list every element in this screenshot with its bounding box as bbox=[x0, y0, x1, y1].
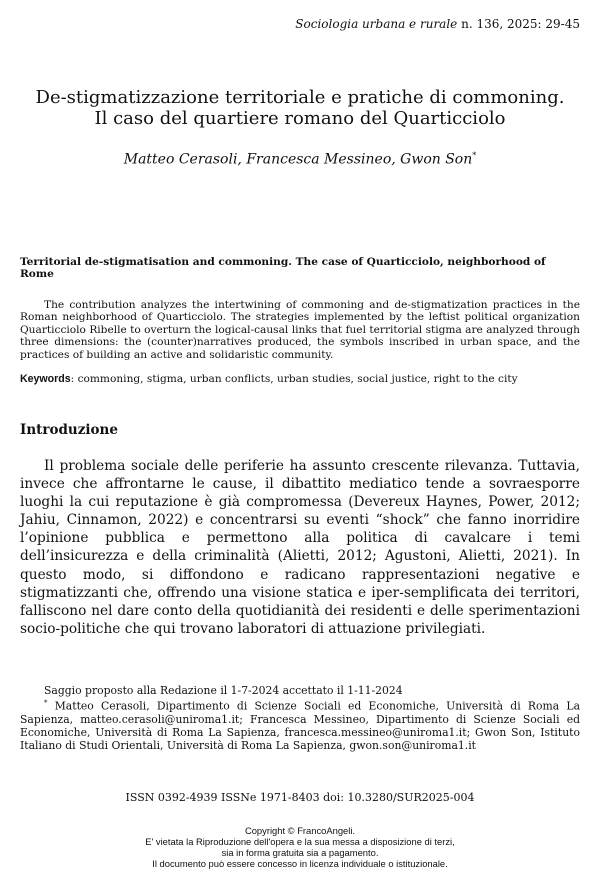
section-heading: Introduzione bbox=[20, 422, 118, 438]
journal-name: Sociologia urbana e rurale bbox=[295, 17, 458, 31]
issue-info: n. 136, 2025: 29-45 bbox=[461, 17, 580, 31]
title-line-1: De-stigmatizzazione territoriale e pratiche di commoning. bbox=[35, 87, 565, 108]
article-title bbox=[20, 87, 580, 129]
author-names: Matteo Cerasoli, Francesca Messineo, Gwon Son bbox=[123, 151, 473, 168]
submission-note: Saggio proposto alla Redazione il 1-7-2024 accettato il 1-11-2024 bbox=[44, 684, 403, 697]
author-list bbox=[20, 151, 580, 168]
copyright-line-4: Il documento può essere concesso in licenza individuale o istituzionale. bbox=[152, 858, 448, 869]
english-title: Territorial de-stigmatisation and commoning. The case of Quarticciolo, neighborhood of Rome bbox=[20, 256, 546, 280]
copyright-notice bbox=[20, 825, 580, 869]
author-affiliations bbox=[20, 697, 580, 752]
footnote-mark: * bbox=[44, 699, 48, 707]
body-text bbox=[20, 457, 580, 638]
abstract bbox=[20, 299, 580, 361]
keywords bbox=[20, 373, 580, 385]
affiliations-text: Matteo Cerasoli, Dipartimento di Scienze Sociali ed Economiche, Università di Roma La Sapienza, matteo.cerasoli@uniroma1.it; Francesca Messineo, Dipartimento di Scienze Sociali ed Economiche, Università di Roma La Sapienza, francesca.messineo@uniroma1.it; Gwon Son, Istituto Italiano di Studi Orientali, Università di Roma La Sapienza, gwon.son@uniroma1.it bbox=[20, 699, 581, 753]
author-footnote-mark: * bbox=[472, 151, 477, 160]
running-header bbox=[295, 17, 580, 31]
keywords-label: Keywords bbox=[20, 373, 71, 385]
issn-doi: ISSN 0392-4939 ISSNe 1971-8403 doi: 10.3280/SUR2025-004 bbox=[125, 791, 475, 804]
copyright-line-2: E' vietata la Riproduzione dell'opera e la sua messa a disposizione di terzi, bbox=[145, 836, 455, 847]
title-line-2: Il caso del quartiere romano del Quarticciolo bbox=[94, 108, 506, 129]
abstract-text: The contribution analyzes the intertwining of commoning and de-stigmatization practices in the Roman neighborhood of Quarticciolo. The strategies implemented by the leftist political organization Quarticciolo Ribelle to overturn the logical-causal links that fuel territorial stigma are analyzed through three dimensions: the (counter)narratives produced, the symbols inscribed in urban space, and the practices of building an active and solidaristic community. bbox=[20, 299, 580, 361]
copyright-line-1: Copyright © FrancoAngeli. bbox=[244, 825, 356, 836]
keywords-list: : commoning, stigma, urban conflicts, urban studies, social justice, right to the city bbox=[70, 373, 518, 385]
body-paragraph: Il problema sociale delle periferie ha assunto crescente rilevanza. Tuttavia, invece che affrontarne le cause, il dibattito mediatico tende a sovraesporre luoghi la cui reputazione è già compromessa (Devereux Haynes, Power, 2012; Jahiu, Cinnamon, 2022) e concentrarsi su eventi “shock” che fanno inorridire l’opinione pubblica e permettono alla politica di cavalcare i temi dell’insicurezza e della criminalità (Alietti, 2012; Agustoni, Alietti, 2021). In questo modo, si diffondono e radicano rappresentazioni negative e stigmatizzanti che, offrendo una visione statica e iper-semplificata dei territori, falliscono nel dare conto della quotidianità dei residenti e delle sperimentazioni socio-politiche che qui trovano laboratori di attuazione privilegiati. bbox=[20, 458, 580, 637]
copyright-line-3: sia in forma gratuita sia a pagamento. bbox=[221, 847, 379, 858]
